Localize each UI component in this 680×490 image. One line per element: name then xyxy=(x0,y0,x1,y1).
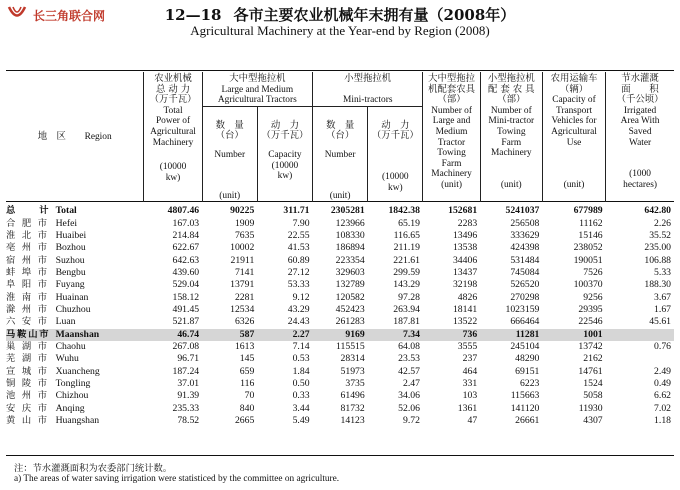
value-cell: 9.12 xyxy=(292,291,310,303)
table-row xyxy=(6,304,674,316)
value-cell: 22546 xyxy=(578,316,603,328)
footnote-en: a) The areas of water saving irrigation were statisticed by the committee on agriculture. xyxy=(14,474,340,484)
table-row xyxy=(6,316,674,328)
region-en: Total xyxy=(55,205,77,217)
region-en: Chaohu xyxy=(55,340,86,352)
value-cell: 123966 xyxy=(335,217,365,229)
value-cell: 37.01 xyxy=(177,377,200,389)
value-cell: 46.74 xyxy=(144,329,202,341)
value-cell: 41.53 xyxy=(287,242,310,254)
value-cell: 0.53 xyxy=(292,353,310,365)
value-cell: 235.33 xyxy=(172,402,200,414)
value-cell: 78.52 xyxy=(177,415,200,426)
region-cn: 池 州 市 xyxy=(6,390,49,402)
value-cell: 116 xyxy=(240,377,255,389)
value-cell: 526520 xyxy=(510,279,540,291)
value-cell: 52.06 xyxy=(398,402,420,414)
value-cell: 103 xyxy=(462,390,478,402)
value-cell: 13742 xyxy=(578,340,603,352)
table-row xyxy=(6,242,674,254)
region-en: Huainan xyxy=(55,291,89,303)
value-cell: 48290 xyxy=(515,353,540,365)
table-row xyxy=(6,230,674,242)
value-cell: 145 xyxy=(239,353,255,365)
region-en: Maanshan xyxy=(54,329,144,341)
value-cell: 27.12 xyxy=(287,266,310,278)
value-cell: 1001 xyxy=(542,329,605,341)
value-cell: 237 xyxy=(462,353,478,365)
table-row xyxy=(6,366,674,378)
value-cell: 29395 xyxy=(578,303,603,315)
value-cell: 91.39 xyxy=(177,390,200,402)
value-cell: 2281 xyxy=(234,291,255,303)
value-cell: 2.26 xyxy=(654,217,671,229)
table-body xyxy=(6,202,674,427)
value-cell: 256508 xyxy=(510,217,540,229)
value-cell: 11281 xyxy=(480,329,542,341)
value-cell: 15146 xyxy=(578,229,603,241)
value-cell: 6326 xyxy=(234,316,255,328)
header-large-tractors: 大中型拖拉机 Large and Medium Agricultural Tractors xyxy=(202,72,312,106)
region-en: Tongling xyxy=(55,377,91,389)
region-cn: 巢 湖 市 xyxy=(6,340,49,352)
value-cell: 141120 xyxy=(510,402,540,414)
value-cell: 143.29 xyxy=(393,279,420,291)
value-cell: 90225 xyxy=(230,205,255,217)
value-cell: 3555 xyxy=(457,340,478,352)
table-row xyxy=(6,353,674,365)
value-cell: 331 xyxy=(462,377,478,389)
header-large-capacity: 动 力 （万千瓦） Capacity (10000 kw) xyxy=(257,106,312,201)
value-cell: 745084 xyxy=(510,266,540,278)
value-cell: 188.30 xyxy=(644,279,671,291)
value-cell: 152681 xyxy=(448,205,478,217)
region-en: Huangshan xyxy=(55,415,100,426)
value-cell: 11930 xyxy=(578,402,603,414)
value-cell: 439.60 xyxy=(172,266,200,278)
value-cell: 158.12 xyxy=(172,291,200,303)
value-cell: 34.06 xyxy=(398,390,420,402)
top-rule xyxy=(6,70,674,71)
region-cn: 阜 阳 市 xyxy=(6,279,49,291)
value-cell: 3.67 xyxy=(654,291,671,303)
value-cell: 7141 xyxy=(234,266,255,278)
value-cell: 22.55 xyxy=(287,229,310,241)
value-cell: 1909 xyxy=(234,217,255,229)
region-en: Xuancheng xyxy=(55,365,100,377)
table-row xyxy=(6,279,674,291)
value-cell: 132789 xyxy=(335,279,365,291)
region-cn: 铜 陵 市 xyxy=(6,377,49,389)
table-row xyxy=(6,378,674,390)
value-cell: 9169 xyxy=(313,329,368,341)
logo-text: 长三角联合网 xyxy=(33,8,106,23)
value-cell: 223354 xyxy=(335,254,365,266)
value-cell: 120582 xyxy=(335,291,365,303)
value-cell: 21911 xyxy=(230,254,255,266)
value-cell: 23.53 xyxy=(398,353,420,365)
bottom-rule xyxy=(6,455,674,456)
value-cell: 13437 xyxy=(452,266,478,278)
region-cn: 芜 湖 市 xyxy=(6,353,49,365)
value-cell: 28314 xyxy=(340,353,365,365)
value-cell: 211.19 xyxy=(393,242,420,254)
region-cn: 六 安 市 xyxy=(6,316,49,328)
value-cell: 267.08 xyxy=(172,340,200,352)
region-en: Chizhou xyxy=(55,390,89,402)
value-cell: 7.34 xyxy=(368,329,423,341)
value-cell xyxy=(606,353,674,365)
title-cn: 各市主要农业机械年末拥有量（2008年） xyxy=(233,6,516,24)
value-cell: 32198 xyxy=(452,279,478,291)
value-cell: 1524 xyxy=(583,377,603,389)
region-en: Anqing xyxy=(55,402,85,414)
value-cell: 14761 xyxy=(578,365,603,377)
region-en: Fuyang xyxy=(55,279,85,291)
value-cell: 14123 xyxy=(340,415,365,426)
region-en: Luan xyxy=(55,316,76,328)
value-cell: 270298 xyxy=(510,291,540,303)
table-row xyxy=(6,255,674,267)
value-cell: 190051 xyxy=(573,254,603,266)
value-cell: 43.29 xyxy=(287,303,310,315)
table-header xyxy=(6,72,674,202)
header-region: 地 区 Region xyxy=(37,131,112,143)
value-cell: 2283 xyxy=(457,217,478,229)
value-cell: 60.89 xyxy=(287,254,310,266)
value-cell: 53.33 xyxy=(287,279,310,291)
value-cell: 622.67 xyxy=(172,242,200,254)
value-cell: 106.88 xyxy=(644,254,671,266)
region-cn: 淮 南 市 xyxy=(6,291,49,303)
header-mini-capacity: 动 力 （万千瓦） (10000 kw) xyxy=(368,106,423,201)
region-en: Huaibei xyxy=(55,229,87,241)
machinery-table xyxy=(6,72,674,427)
value-cell: 491.45 xyxy=(172,303,200,315)
value-cell: 1023159 xyxy=(505,303,540,315)
value-cell: 642.80 xyxy=(644,205,671,217)
value-cell: 9256 xyxy=(583,291,603,303)
value-cell: 187.81 xyxy=(393,316,420,328)
header-total-power: 农业机械 总 动 力 （万千瓦） Total Power of Agricultural Machinery (10000 kw) xyxy=(144,72,202,202)
value-cell: 187.24 xyxy=(172,365,200,377)
value-cell: 115515 xyxy=(336,340,365,352)
value-cell: 2.49 xyxy=(654,365,671,377)
table-row xyxy=(6,218,674,230)
region-en: Suzhou xyxy=(55,254,85,266)
value-cell: 299.59 xyxy=(393,266,420,278)
value-cell: 214.84 xyxy=(172,229,200,241)
region-cn: 宣 城 市 xyxy=(6,365,49,377)
value-cell: 329603 xyxy=(335,266,365,278)
value-cell: 2.47 xyxy=(402,377,420,389)
region-cn: 淮 北 市 xyxy=(6,229,49,241)
value-cell: 642.63 xyxy=(172,254,200,266)
value-cell: 24.43 xyxy=(287,316,310,328)
value-cell: 2.27 xyxy=(257,329,312,341)
header-large-number: 数 量 （台） Number (unit) xyxy=(202,106,257,201)
value-cell: 5241037 xyxy=(505,205,540,217)
value-cell xyxy=(606,329,674,341)
region-cn: 总 计 xyxy=(6,205,51,217)
table-row xyxy=(6,329,674,341)
value-cell: 186894 xyxy=(335,242,365,254)
region-cn: 滁 州 市 xyxy=(6,303,49,315)
value-cell: 666464 xyxy=(510,316,540,328)
value-cell: 0.49 xyxy=(654,377,671,389)
value-cell: 35.52 xyxy=(649,229,671,241)
value-cell: 5.49 xyxy=(292,415,310,426)
value-cell: 97.28 xyxy=(398,291,420,303)
value-cell: 4307 xyxy=(583,415,603,426)
table-row xyxy=(6,403,674,415)
value-cell: 7.14 xyxy=(292,340,310,352)
table-row xyxy=(6,267,674,279)
value-cell: 333629 xyxy=(510,229,540,241)
value-cell: 18141 xyxy=(452,303,478,315)
value-cell: 3735 xyxy=(345,377,365,389)
value-cell: 0.50 xyxy=(292,377,310,389)
value-cell: 2305281 xyxy=(330,205,365,217)
value-cell: 424398 xyxy=(510,242,540,254)
value-cell: 26661 xyxy=(515,415,540,426)
value-cell: 529.04 xyxy=(172,279,200,291)
value-cell: 1.84 xyxy=(292,365,310,377)
value-cell: 531484 xyxy=(510,254,540,266)
table-row xyxy=(6,341,674,353)
value-cell: 6.62 xyxy=(654,390,671,402)
value-cell: 3.44 xyxy=(292,402,310,414)
header-transport-vehicles: 农用运输车 （辆） Capacity of Transport Vehicles for Agricultural Use (unit) xyxy=(542,72,605,202)
total-row xyxy=(6,202,674,217)
value-cell: 9.72 xyxy=(402,415,420,426)
value-cell: 5.33 xyxy=(654,266,671,278)
value-cell: 13522 xyxy=(452,316,478,328)
value-cell: 11162 xyxy=(579,217,603,229)
value-cell: 2665 xyxy=(234,415,255,426)
value-cell: 116.65 xyxy=(393,229,420,241)
region-cn: 合 肥 市 xyxy=(6,217,49,229)
title-en: Agricultural Machinery at the Year-end by Region (2008) xyxy=(190,23,490,38)
value-cell: 4807.46 xyxy=(167,205,200,217)
value-cell: 47 xyxy=(467,415,478,426)
value-cell: 0.33 xyxy=(292,390,310,402)
value-cell: 7.90 xyxy=(292,217,310,229)
table-row xyxy=(6,390,674,402)
value-cell: 452423 xyxy=(335,303,365,315)
value-cell: 81732 xyxy=(340,402,365,414)
value-cell: 42.57 xyxy=(398,365,420,377)
value-cell: 12534 xyxy=(230,303,255,315)
region-en: Wuhu xyxy=(55,353,79,365)
value-cell: 5058 xyxy=(583,390,603,402)
value-cell: 13791 xyxy=(230,279,255,291)
value-cell: 65.19 xyxy=(398,217,420,229)
footnote-cn: 注：节水灌溉面积为农委部门统计数。 xyxy=(14,463,173,474)
region-cn: 宿 州 市 xyxy=(6,254,49,266)
table-row xyxy=(6,415,674,427)
value-cell: 7526 xyxy=(583,266,603,278)
value-cell: 13496 xyxy=(452,229,478,241)
value-cell: 587 xyxy=(202,329,257,341)
value-cell: 64.08 xyxy=(398,340,420,352)
region-cn: 亳 州 市 xyxy=(6,242,49,254)
region-cn: 马鞍山市 xyxy=(6,329,54,341)
value-cell: 311.71 xyxy=(283,205,310,217)
region-cn: 蚌 埠 市 xyxy=(6,266,49,278)
value-cell: 167.03 xyxy=(172,217,200,229)
value-cell: 70 xyxy=(244,390,255,402)
header-mini-tractors: 小型拖拉机 Mini-tractors xyxy=(313,72,423,106)
value-cell: 840 xyxy=(239,402,255,414)
region-en: Chuzhou xyxy=(55,303,91,315)
header-mini-number: 数 量 （台） Number (unit) xyxy=(313,106,368,201)
value-cell: 677989 xyxy=(573,205,603,217)
value-cell: 659 xyxy=(239,365,255,377)
table-number: 12—18 xyxy=(164,6,222,24)
header-irrigated-area: 节水灌溉 面 积 （千公顷） Irrigated Area With Saved Water (1000 hectares) xyxy=(606,72,674,202)
value-cell: 1842.38 xyxy=(388,205,420,217)
value-cell: 4826 xyxy=(457,291,478,303)
value-cell: 1.67 xyxy=(654,303,671,315)
value-cell: 45.61 xyxy=(649,316,671,328)
region-en: Bozhou xyxy=(55,242,86,254)
header-mini-implements: 小型拖拉机 配 套 农 具 （部） Number of Mini-tractor Towing Farm Machinery (unit) xyxy=(480,72,542,202)
region-cn: 安 庆 市 xyxy=(6,402,49,414)
value-cell: 7.02 xyxy=(654,402,671,414)
value-cell: 261283 xyxy=(335,316,365,328)
value-cell: 108330 xyxy=(335,229,365,241)
table-row xyxy=(6,292,674,304)
value-cell: 61496 xyxy=(340,390,365,402)
value-cell: 263.94 xyxy=(393,303,420,315)
value-cell: 96.71 xyxy=(177,353,200,365)
value-cell: 100370 xyxy=(573,279,603,291)
value-cell: 221.61 xyxy=(393,254,420,266)
value-cell: 6223 xyxy=(520,377,540,389)
value-cell: 115663 xyxy=(510,390,540,402)
value-cell: 2162 xyxy=(583,353,603,365)
value-cell: 736 xyxy=(423,329,480,341)
value-cell: 13538 xyxy=(452,242,478,254)
region-en: Hefei xyxy=(55,217,78,229)
value-cell: 1613 xyxy=(234,340,255,352)
value-cell: 1361 xyxy=(457,402,478,414)
value-cell: 69151 xyxy=(515,365,540,377)
value-cell: 0.76 xyxy=(654,340,671,352)
value-cell: 521.87 xyxy=(172,316,200,328)
value-cell: 1.18 xyxy=(654,415,671,426)
region-en: Bengbu xyxy=(55,266,86,278)
value-cell: 51973 xyxy=(340,365,365,377)
page-title xyxy=(0,4,680,25)
value-cell: 245104 xyxy=(510,340,540,352)
value-cell: 464 xyxy=(462,365,478,377)
value-cell: 10002 xyxy=(230,242,255,254)
region-cn: 黄 山 市 xyxy=(6,415,49,426)
value-cell: 235.00 xyxy=(644,242,671,254)
value-cell: 238052 xyxy=(573,242,603,254)
value-cell: 34406 xyxy=(452,254,478,266)
header-large-implements: 大中型拖拉 机配套农具 （部） Number of Large and Medium Tractor Towing Farm Machinery (unit) xyxy=(423,72,480,202)
value-cell: 7635 xyxy=(234,229,255,241)
